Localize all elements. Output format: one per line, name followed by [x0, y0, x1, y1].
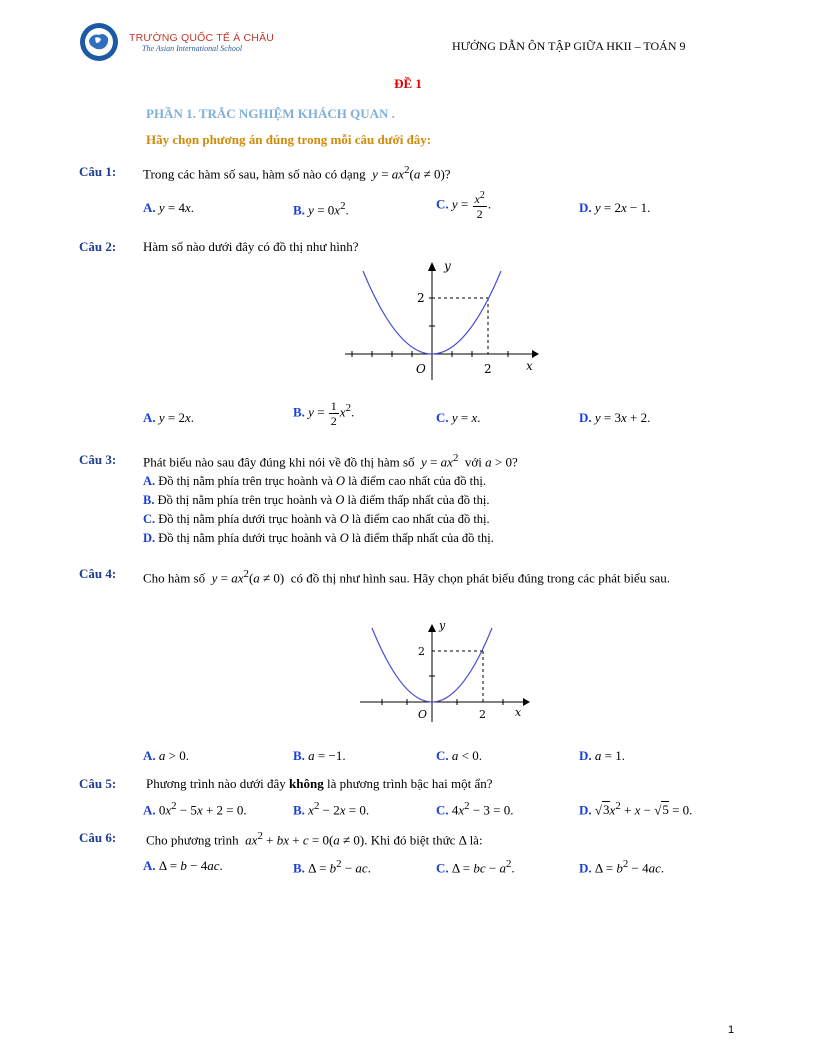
- y-tick-label: 2: [418, 645, 425, 658]
- q2-option-b[interactable]: B. y = $\frac{1}{2}$ $x^2$.: [293, 399, 355, 428]
- q2-option-c[interactable]: C. y = x.: [436, 410, 481, 425]
- question-4-text: Cho hàm số $y = ax^2(a \ne 0)$ có đồ thị như hình sau. Hãy chọn phát biểu đúng trong các phát biểu sau.: [143, 568, 671, 586]
- school-subtitle: The Asian International School: [142, 44, 243, 53]
- origin-label: O: [418, 708, 428, 721]
- question-6-label: Câu 6:: [79, 830, 117, 845]
- q6-option-a[interactable]: A. Δ = b − 4ac.: [143, 858, 223, 873]
- q3-statement-a[interactable]: A. Đồ thị nằm phía trên trục hoành và O là điểm cao nhất của đồ thị.: [143, 474, 486, 488]
- question-6-text: Cho phương trình $ax^2$ + bx + c = 0(a ≠ 0). Khi đó biệt thức Δ là:: [146, 830, 483, 848]
- question-2-text: Hàm số nào dưới đây có đồ thị như hình?: [143, 239, 359, 254]
- exam-title: ĐỀ 1: [394, 76, 422, 91]
- document-title: HƯỚNG DẪN ÔN TẬP GIỮA HKII – TOÁN 9: [452, 39, 686, 53]
- q5-option-a[interactable]: A. $0x^2 - 5x + 2 = 0$.: [143, 800, 247, 818]
- question-5-text: Phương trình nào dưới đây không là phương trình bậc hai một ẩn?: [146, 776, 493, 791]
- q5-option-b[interactable]: B. $x^2 - 2x = 0$.: [293, 800, 370, 818]
- question-3-text: Phát biểu nào sau đây đúng khi nói về đồ thị hàm số $y = ax^2$ với a > 0?: [143, 452, 518, 470]
- question-1-text: Trong các hàm số sau, hàm số nào có dạng $y = ax^2(a \ne 0)$?: [143, 164, 451, 182]
- q4-option-a[interactable]: A. a > 0.: [143, 748, 189, 763]
- q4-option-d[interactable]: D. a = 1.: [579, 748, 625, 763]
- q4-option-c[interactable]: C. a < 0.: [436, 748, 482, 763]
- parabola-graph-1: [340, 258, 540, 383]
- y-axis-label: y: [439, 619, 446, 632]
- q6-option-d[interactable]: D. $\Delta = b^2 - 4ac$.: [579, 858, 665, 876]
- q1-option-a[interactable]: A. y = 4x.: [143, 200, 195, 215]
- x-tick-label: 2: [484, 362, 492, 376]
- x-tick-label: 2: [479, 708, 486, 721]
- q4-option-b[interactable]: B. a = −1.: [293, 748, 346, 763]
- part-title: PHẦN 1. TRẮC NGHIỆM KHÁCH QUAN .: [146, 106, 395, 121]
- q3-statement-c[interactable]: C. Đồ thị nằm phía dưới trục hoành và O là điểm cao nhất của đồ thị.: [143, 512, 490, 526]
- x-axis-label: x: [526, 359, 533, 373]
- q2-option-a[interactable]: A. y = 2x.: [143, 410, 195, 425]
- instruction: Hãy chọn phương án đúng trong mỗi câu dưới đây:: [146, 132, 432, 147]
- y-tick-label: 2: [417, 291, 425, 305]
- page-number: 1: [728, 1024, 735, 1036]
- q3-statement-d[interactable]: D. Đồ thị nằm phía dưới trục hoành và O là điểm thấp nhất của đồ thị.: [143, 531, 494, 545]
- q5-option-d[interactable]: D. $√3x^2 + x - √5 = 0$.: [579, 800, 693, 818]
- q5-option-c[interactable]: C. $4x^2 - 3 = 0$.: [436, 800, 514, 818]
- y-axis-label: y: [444, 259, 451, 273]
- origin-label: O: [416, 362, 426, 376]
- q1-option-b[interactable]: B. $y = 0x^2$.: [293, 200, 349, 218]
- question-2-label: Câu 2:: [79, 239, 117, 254]
- q6-option-c[interactable]: C. Δ = bc − $a^2$.: [436, 858, 515, 876]
- question-4-label: Câu 4:: [79, 566, 117, 581]
- q2-option-d[interactable]: D. y = 3x + 2.: [579, 410, 651, 425]
- q6-option-b[interactable]: B. $\Delta = b^2$ − ac.: [293, 858, 371, 876]
- question-5-label: Câu 5:: [79, 776, 117, 791]
- question-3-label: Câu 3:: [79, 452, 117, 467]
- school-name: TRƯỜNG QUỐC TẾ Á CHÂU: [129, 32, 275, 44]
- question-1-label: Câu 1:: [79, 164, 117, 179]
- x-axis-label: x: [515, 706, 522, 719]
- q1-option-c[interactable]: C. y = $\frac{x^2}{2}$ .: [436, 190, 492, 221]
- q1-option-d[interactable]: D. y = 2x − 1.: [579, 200, 651, 215]
- school-logo: [79, 22, 119, 62]
- q3-statement-b[interactable]: B. Đồ thị nằm phía trên trục hoành và O là điểm thấp nhất của đồ thị.: [143, 493, 490, 507]
- parabola-graph-2: [355, 618, 535, 723]
